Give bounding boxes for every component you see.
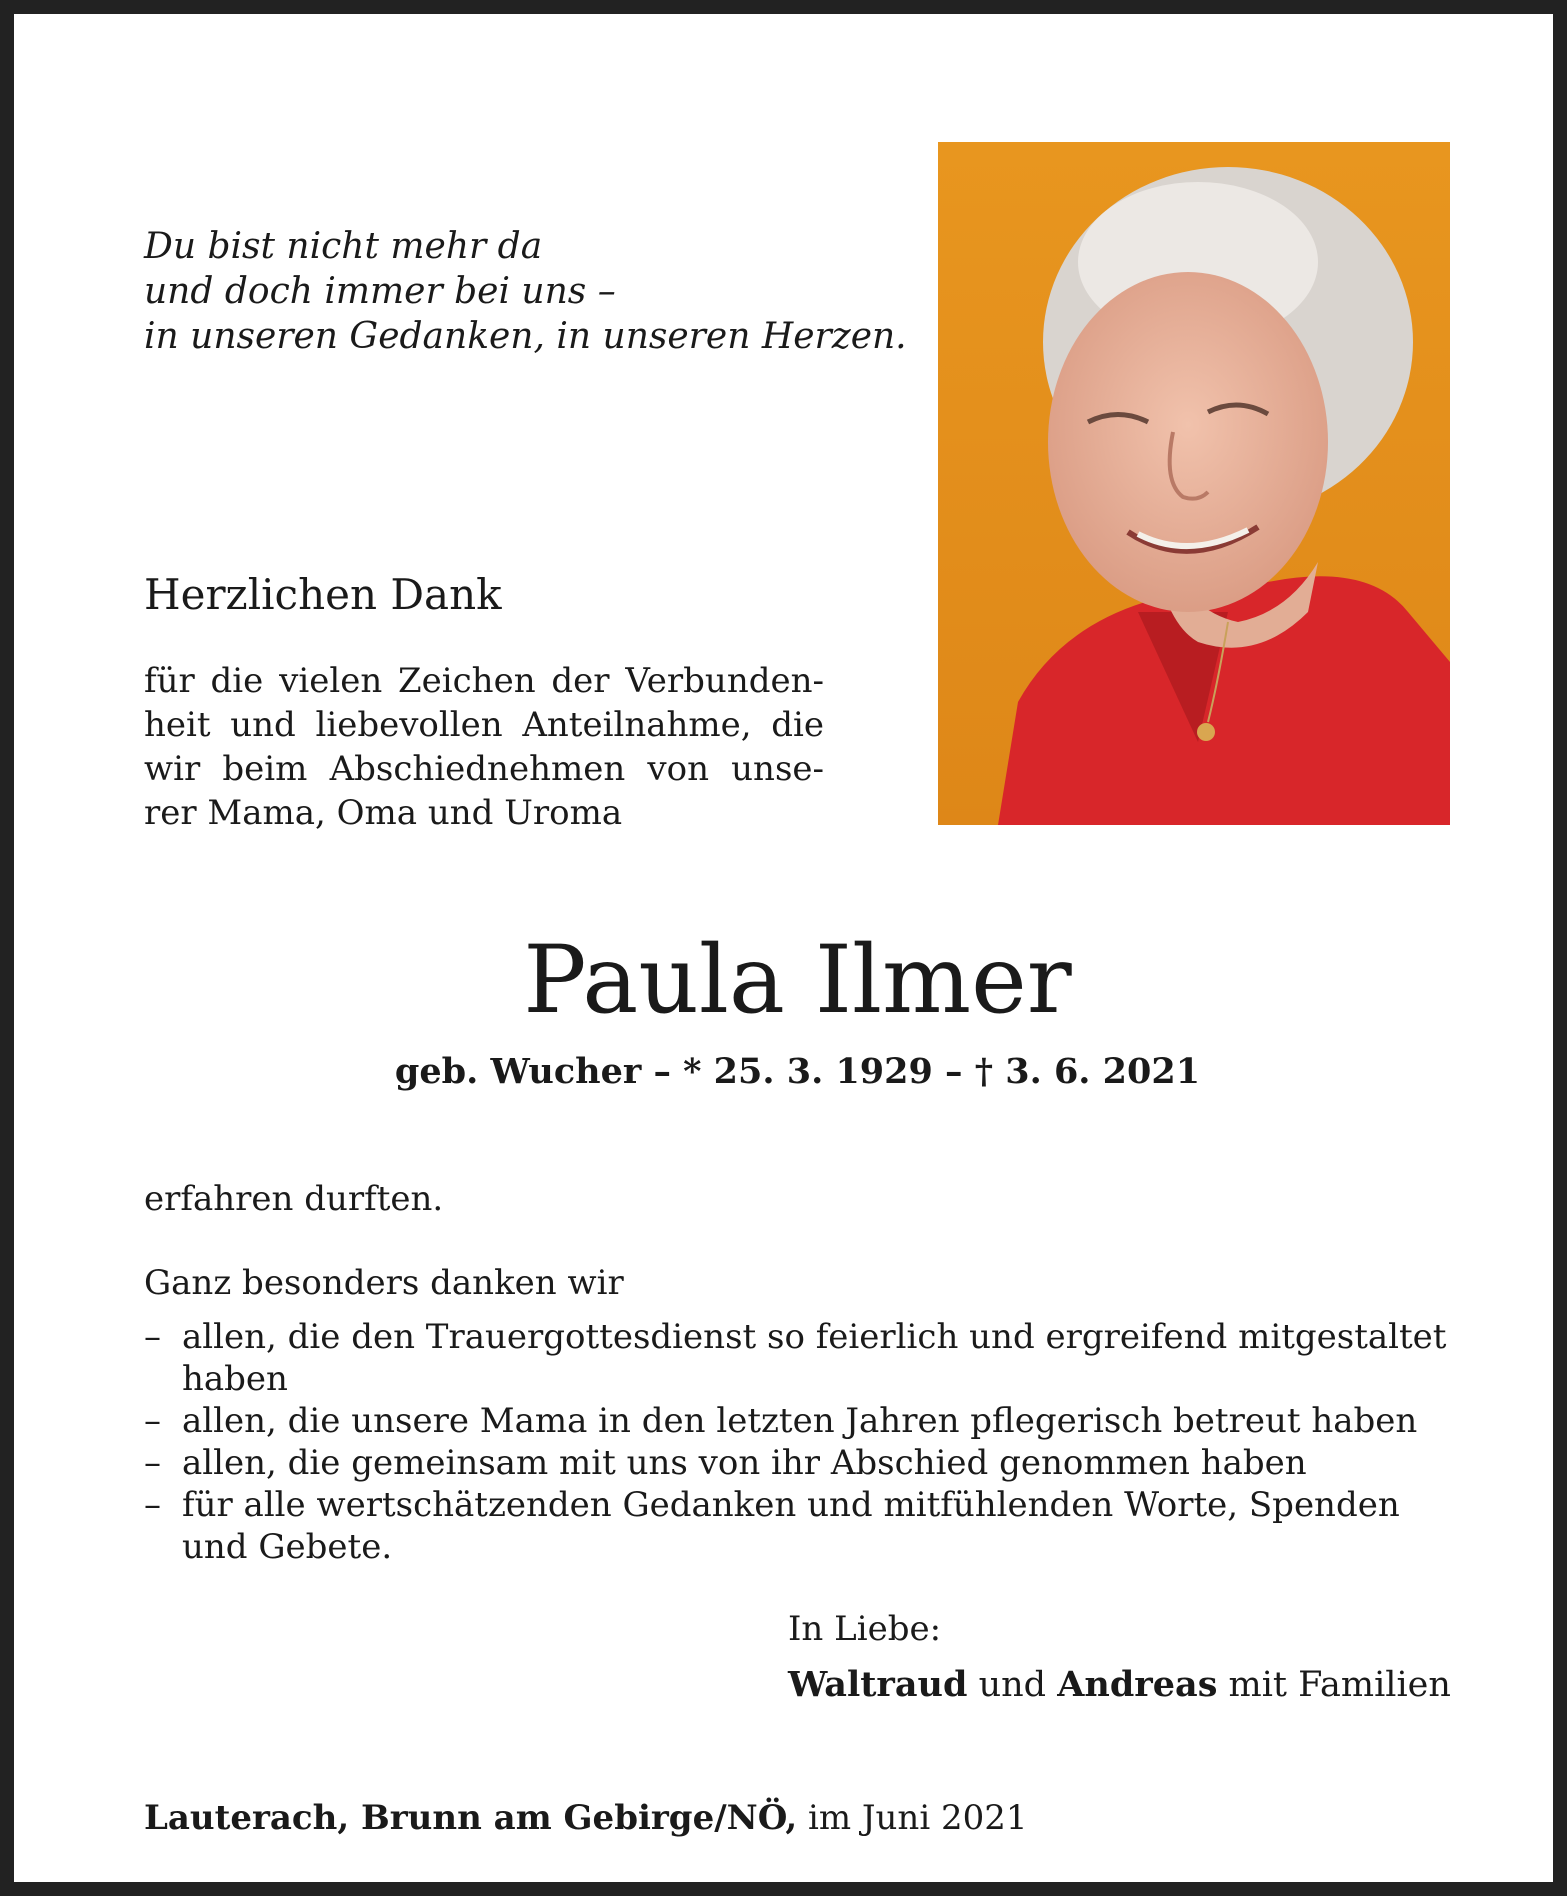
list-item: [144, 1484, 1454, 1568]
thanks-line: rer Mama, Oma und Uroma: [144, 793, 623, 833]
pendant: [1197, 723, 1215, 741]
list-item-text: allen, die gemeinsam mit uns von ihr Abschied genommen haben: [182, 1443, 1307, 1483]
special-thanks-intro: Ganz besonders danken wir: [144, 1263, 624, 1303]
thanks-line: für die vielen Zeichen der Verbunden-: [144, 661, 824, 701]
thanks-heading: Herzlichen Dank: [144, 570, 502, 619]
thanks-line: heit und liebevollen Anteilnahme, die: [144, 705, 824, 745]
thanks-line: wir beim Abschiednehmen von unse-: [144, 749, 824, 789]
signer-name: Andreas: [1057, 1664, 1218, 1705]
quote-line: Du bist nicht mehr da: [144, 226, 543, 267]
places: Lauterach, Brunn am Gebirge/NÖ,: [144, 1798, 798, 1838]
signers: [788, 1662, 1451, 1708]
quote-line: in unseren Gedanken, in unseren Herzen.: [144, 316, 907, 357]
face: [1048, 272, 1328, 612]
signer-name: Waltraud: [788, 1664, 968, 1705]
signer-suffix: mit Familien: [1228, 1665, 1451, 1705]
list-dash: –: [144, 1443, 161, 1483]
deceased-name: Paula Ilmer: [523, 926, 1072, 1035]
birth-death-dates: geb. Wucher – * 25. 3. 1929 – † 3. 6. 2021: [394, 1051, 1201, 1092]
thanks-paragraph: [144, 659, 824, 835]
portrait-photo: [938, 142, 1450, 825]
list-item: [144, 1316, 1454, 1400]
notice-date: im Juni 2021: [807, 1798, 1028, 1838]
quote-line: und doch immer bei uns –: [144, 271, 616, 312]
list-item-text: allen, die den Trauergottesdienst so feierlich und ergreifend mitgestaltet haben: [182, 1317, 1447, 1399]
list-item: [144, 1442, 1454, 1484]
list-item: [144, 1400, 1454, 1442]
list-dash: –: [144, 1485, 161, 1525]
memorial-quote: [144, 224, 907, 359]
signature-intro: In Liebe:: [788, 1609, 942, 1649]
portrait-illustration: [938, 142, 1450, 825]
place-date: [144, 1796, 1028, 1840]
closing-text: erfahren durften.: [144, 1179, 444, 1219]
list-item-text: für alle wertschätzenden Gedanken und mitfühlenden Worte, Spenden und Gebete.: [182, 1485, 1400, 1567]
list-item-text: allen, die unsere Mama in den letzten Jahren pflegerisch betreut haben: [182, 1401, 1418, 1441]
special-thanks-list: [144, 1316, 1454, 1568]
list-dash: –: [144, 1317, 161, 1357]
list-dash: –: [144, 1401, 161, 1441]
signer-connector: und: [978, 1665, 1047, 1705]
